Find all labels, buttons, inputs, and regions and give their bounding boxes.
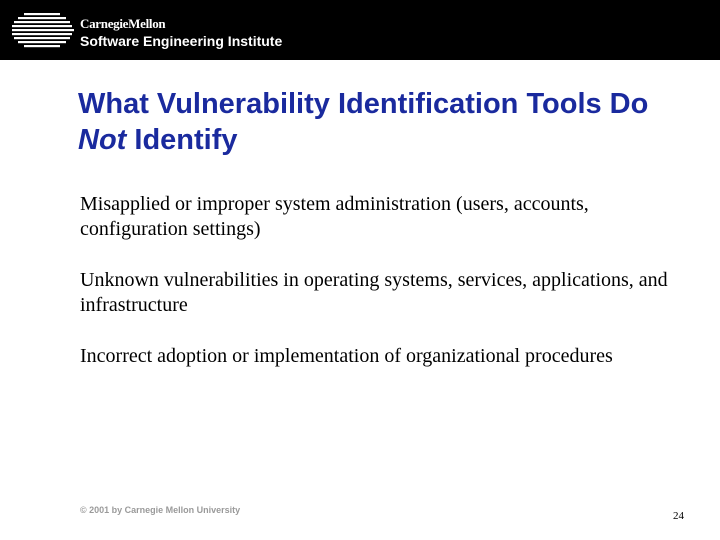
sei-logo-icon — [12, 10, 74, 50]
copyright-notice: © 2001 by Carnegie Mellon University — [80, 505, 241, 515]
title-part1: What Vulnerability Identification Tools Do — [78, 88, 649, 120]
title-emphasis: Not — [78, 124, 127, 156]
bullet-item: Incorrect adoption or implementation of organizational procedures — [80, 345, 613, 367]
title-part2: Identify — [126, 124, 238, 156]
slide-title — [78, 86, 698, 158]
bullet-list — [80, 192, 680, 395]
org-name-line1: CarnegieMellon — [80, 16, 166, 31]
page-number: 24 — [673, 510, 684, 522]
bullet-item: Unknown vulnerabilities in operating systems, services, applications, and infrastructure — [80, 269, 668, 316]
bullet-item: Misapplied or improper system administration (users, accounts, configuration settings) — [80, 193, 589, 240]
org-name-line2: Software Engineering Institute — [80, 33, 283, 49]
header-bar — [0, 0, 720, 60]
